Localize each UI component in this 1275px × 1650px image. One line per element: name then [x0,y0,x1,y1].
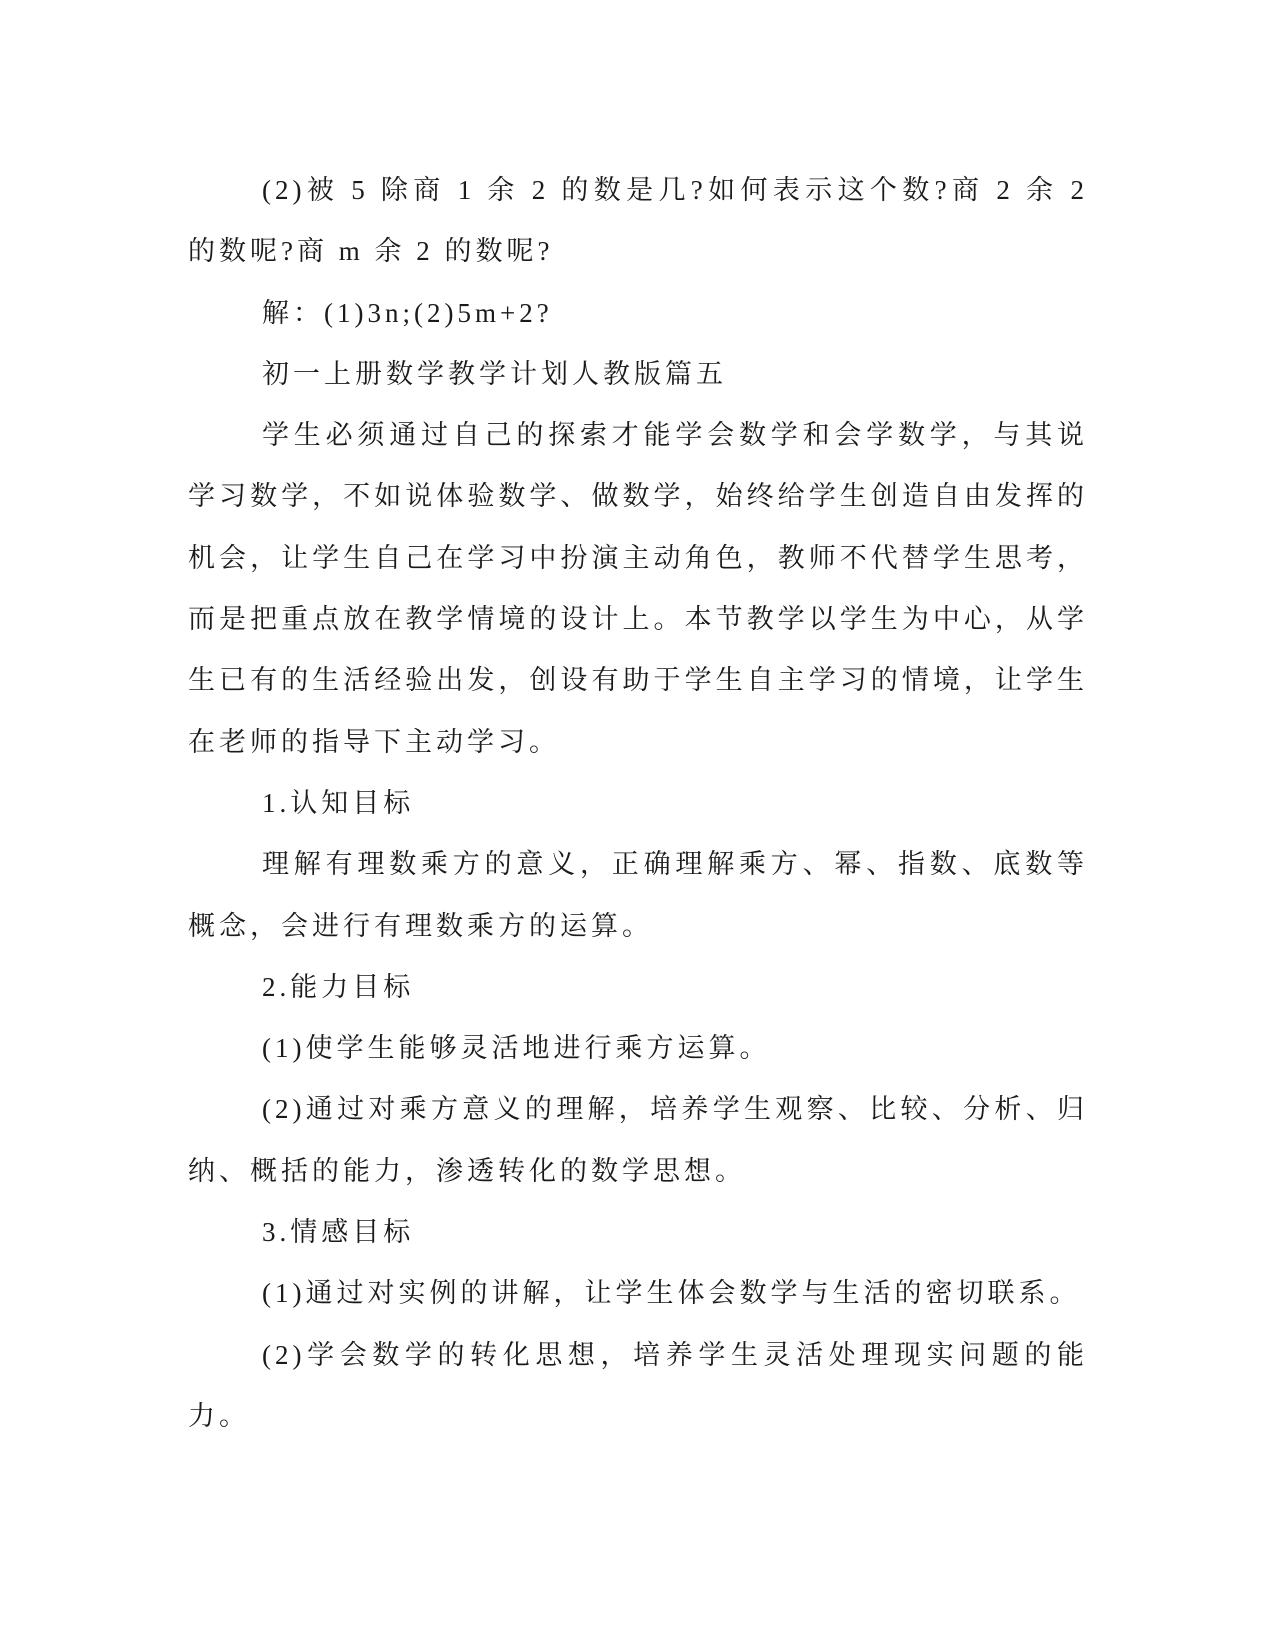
paragraph-cognitive-goal: 理解有理数乘方的意义，正确理解乘方、幂、指数、底数等概念，会进行有理数乘方的运算。 [188,849,1088,941]
section-heading: 初一上册数学教学计划人教版篇五 [262,358,727,389]
heading-emotional-goal: 3.情感目标 [262,1217,415,1248]
paragraph-answer: 解：(1)3n;(2)5m+2? [262,297,553,328]
heading-ability-goal: 2.能力目标 [262,971,415,1002]
heading-cognitive-goal: 1.认知目标 [262,787,415,818]
paragraph-emotional-goal-1: (1)通过对实例的讲解，让学生体会数学与生活的密切联系。 [262,1278,1081,1309]
paragraph-intro: 学生必须通过自己的探索才能学会数学和会学数学，与其说学习数学，不如说体验数学、做数学，始终给学生创造自由发挥的机会，让学生自己在学习中扮演主动角色，教师不代替学生思考，而是把重点放在教学情境的设计上。本节教学以学生为中心，从学生已有的生活经验出发，创设有助于学生自主学习的情境，让学生在老师的指导下主动学习。 [188,420,1088,757]
paragraph-question-2: (2)被 5 除商 1 余 2 的数是几?如何表示这个数?商 2 余 2 的数呢?商 m 余 2 的数呢? [188,175,1088,267]
paragraph-emotional-goal-2: (2)学会数学的转化思想，培养学生灵活处理现实问题的能力。 [188,1339,1088,1431]
document-body [188,160,1088,1447]
paragraph-ability-goal-2: (2)通过对乘方意义的理解，培养学生观察、比较、分析、归纳、概括的能力，渗透转化的数学思想。 [188,1094,1088,1186]
paragraph-ability-goal-1: (1)使学生能够灵活地进行乘方运算。 [262,1033,771,1064]
